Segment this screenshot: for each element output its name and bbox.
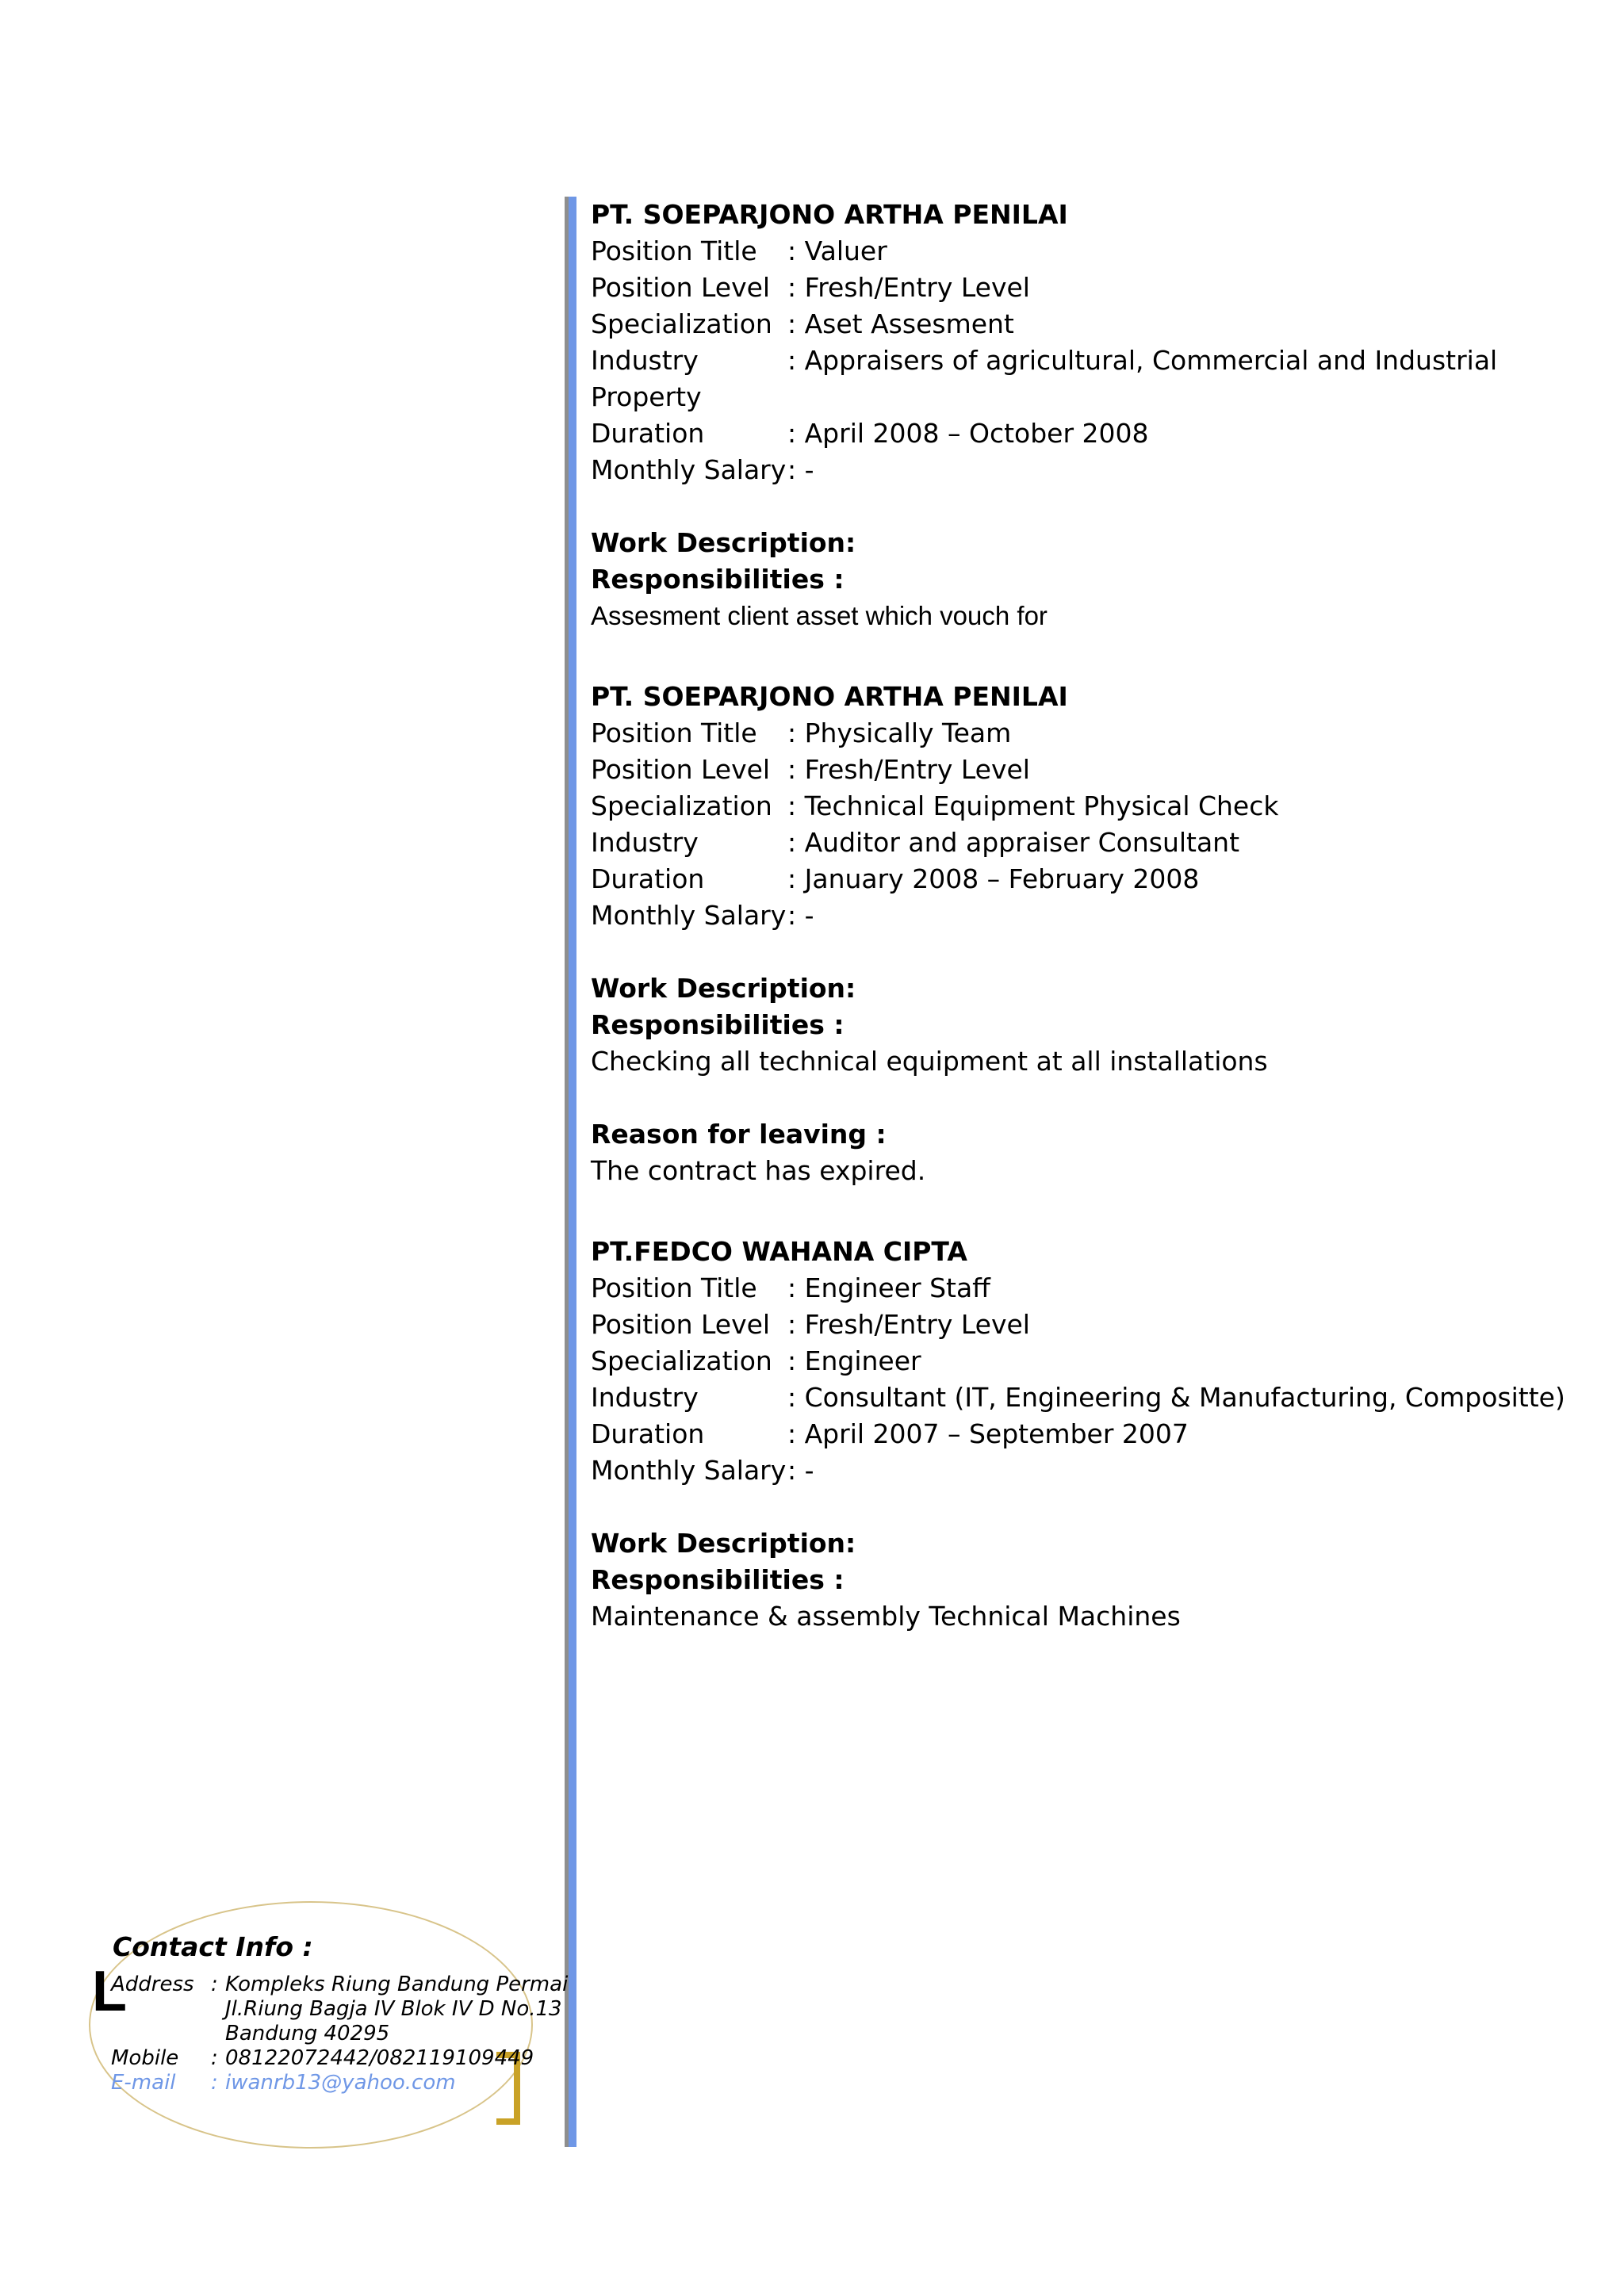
contact-email-row — [111, 2071, 568, 2095]
field-row — [591, 825, 1614, 861]
work-description-heading: Work Description: — [591, 973, 856, 1004]
field-value: : April 2007 – September 2007 — [787, 1418, 1189, 1449]
vertical-rule — [569, 197, 576, 2147]
responsibilities-heading: Responsibilities : — [591, 1564, 845, 1595]
field-value: : - — [787, 1455, 814, 1486]
field-label: Duration — [591, 418, 705, 449]
job-entry-2 — [591, 679, 1614, 1189]
field-value: : Aset Assesment — [787, 308, 1014, 339]
field-value: : April 2008 – October 2008 — [787, 418, 1149, 449]
field-label: Position Level — [591, 754, 771, 785]
field-row — [591, 788, 1614, 825]
job-entry-3 — [591, 1234, 1614, 1635]
field-row — [591, 897, 1614, 934]
address-label: Address — [111, 1973, 194, 1996]
field-label: Position Title — [591, 718, 757, 748]
responsibilities-heading: Responsibilities : — [591, 564, 845, 595]
field-label: Specialization — [591, 308, 772, 339]
company-name: PT. SOEPARJONO ARTHA PENILAI — [591, 681, 1068, 712]
company-name: PT.FEDCO WAHANA CIPTA — [591, 1236, 967, 1267]
mobile-label: Mobile — [111, 2046, 179, 2070]
address-line-1: Kompleks Riung Bandung Permai — [225, 1973, 569, 1996]
field-label: Duration — [591, 1418, 705, 1449]
field-label: Monthly Salary — [591, 454, 787, 485]
field-value: : January 2008 – February 2008 — [787, 863, 1200, 894]
field-label: Monthly Salary — [591, 1455, 787, 1486]
field-row — [591, 233, 1614, 270]
contact-mobile-row — [111, 2046, 568, 2071]
contact-address-row — [111, 1973, 568, 1997]
field-row — [591, 1452, 1614, 1489]
company-name: PT. SOEPARJONO ARTHA PENILAI — [591, 199, 1068, 230]
field-row — [591, 1416, 1614, 1452]
field-label: Monthly Salary — [591, 900, 787, 931]
field-row — [591, 1270, 1614, 1307]
responsibilities-text: Assesment client asset which vouch for — [591, 601, 1048, 630]
work-description-heading: Work Description: — [591, 527, 856, 558]
field-label: Industry — [591, 345, 699, 376]
field-value: : Valuer — [787, 235, 887, 266]
field-label: Duration — [591, 863, 705, 894]
field-value: : Appraisers of agricultural, Commercial and Industrial — [787, 345, 1498, 376]
field-row — [591, 1307, 1614, 1343]
field-row — [591, 861, 1614, 897]
field-label: Specialization — [591, 790, 772, 821]
field-label: Specialization — [591, 1345, 772, 1376]
contact-info — [111, 1973, 568, 2095]
field-row — [591, 1380, 1614, 1416]
field-value: : Engineer — [787, 1345, 921, 1376]
responsibilities-heading: Responsibilities : — [591, 1009, 845, 1040]
reason-text: The contract has expired. — [591, 1155, 926, 1186]
field-row — [591, 306, 1614, 342]
work-experience — [591, 197, 1614, 1635]
field-value: : Auditor and appraiser Consultant — [787, 827, 1240, 858]
field-row — [591, 270, 1614, 306]
field-label: Position Level — [591, 1309, 771, 1340]
field-value: : Fresh/Entry Level — [787, 754, 1030, 785]
contact-title: Contact Info : — [113, 1931, 313, 1962]
field-value: : Physically Team — [787, 718, 1012, 748]
field-row — [591, 415, 1614, 452]
field-row — [591, 1343, 1614, 1380]
field-label: Position Title — [591, 1272, 757, 1303]
field-label: Industry — [591, 1382, 699, 1413]
mobile-value: 08122072442/082119109449 — [225, 2046, 534, 2070]
separator: : — [211, 1973, 218, 1996]
field-value: : Fresh/Entry Level — [787, 1309, 1030, 1340]
field-value: : - — [787, 454, 814, 485]
field-row — [591, 452, 1614, 488]
separator: : — [211, 2046, 218, 2070]
field-row — [591, 715, 1614, 752]
field-row — [591, 342, 1614, 379]
field-label: Industry — [591, 827, 699, 858]
field-label: Position Title — [591, 235, 757, 266]
job-entry-1 — [591, 197, 1614, 634]
reason-heading: Reason for leaving : — [591, 1119, 887, 1150]
responsibilities-text: Maintenance & assembly Technical Machines — [591, 1601, 1181, 1632]
field-value: : Consultant (IT, Engineering & Manufacturing, Compositte) — [787, 1382, 1565, 1413]
field-value: : Fresh/Entry Level — [787, 272, 1030, 303]
field-value: : - — [787, 900, 814, 931]
industry-continuation: Property — [591, 381, 702, 412]
field-value: : Engineer Staff — [787, 1272, 990, 1303]
responsibilities-text: Checking all technical equipment at all installations — [591, 1046, 1268, 1077]
address-line-2: Jl.Riung Bagja IV Blok IV D No.13 — [225, 1997, 562, 2021]
field-value: : Technical Equipment Physical Check — [787, 790, 1279, 821]
separator: : — [211, 2071, 218, 2095]
field-label: Position Level — [591, 272, 771, 303]
field-row — [591, 752, 1614, 788]
email-label: E-mail — [111, 2071, 176, 2095]
corner-l-decoration: L — [92, 1960, 127, 2023]
address-line-3: Bandung 40295 — [225, 2022, 390, 2045]
email-link[interactable]: iwanrb13@yahoo.com — [225, 2071, 456, 2095]
work-description-heading: Work Description: — [591, 1528, 856, 1559]
